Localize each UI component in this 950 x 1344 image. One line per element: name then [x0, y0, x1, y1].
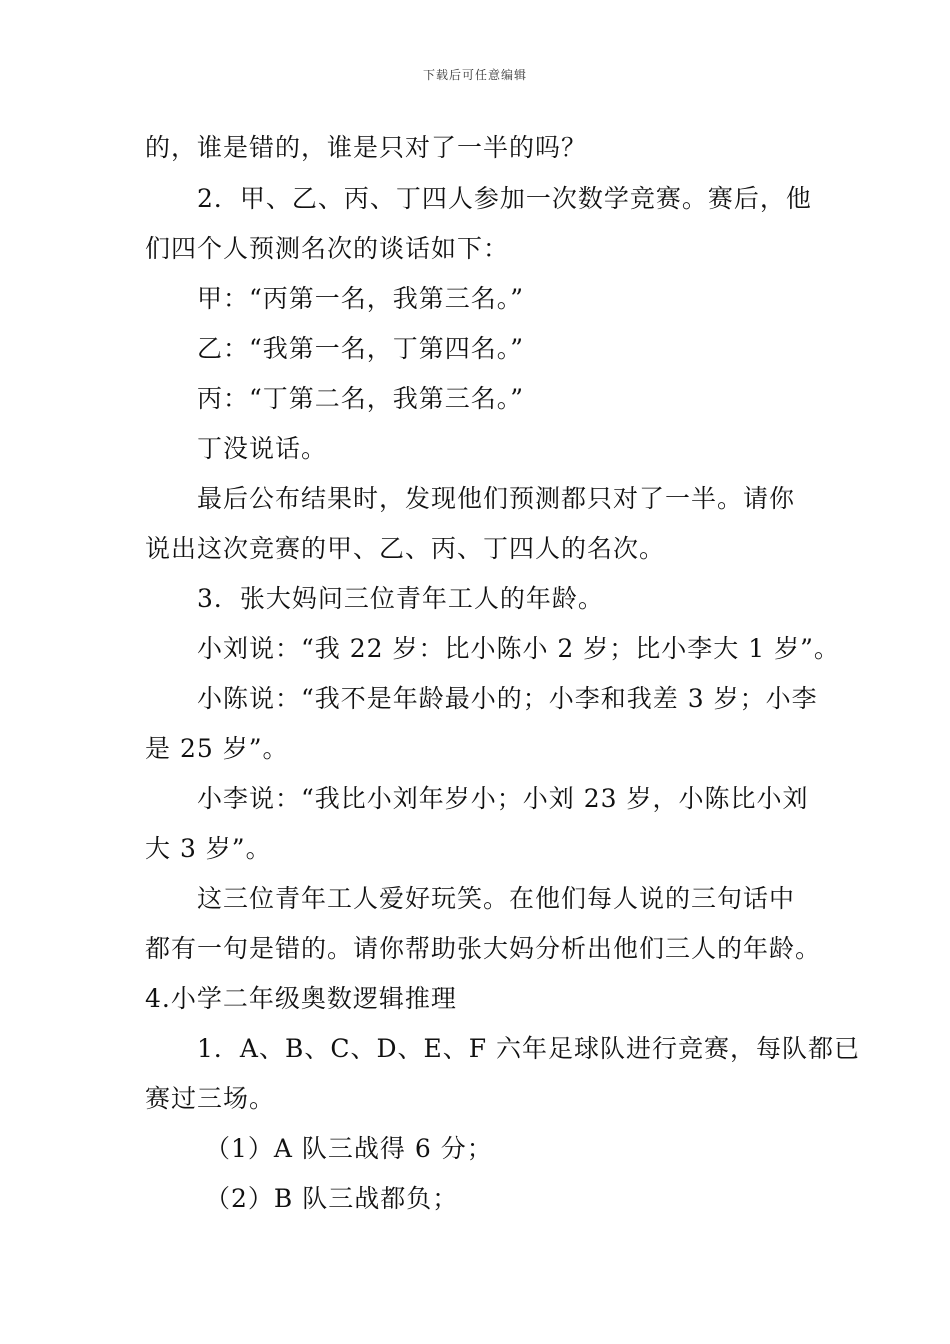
text-line: 都有一句是错的。请你帮助张大妈分析出他们三人的年龄。: [145, 934, 822, 963]
text-line: 小刘说：“我 22 岁：比小陈小 2 岁；比小李大 1 岁”。: [197, 634, 840, 663]
text-line: 甲：“丙第一名，我第三名。”: [197, 284, 525, 313]
text-line: 们四个人预测名次的谈话如下：: [145, 234, 510, 263]
page-header-note: 下载后可任意编辑: [422, 68, 527, 82]
text-line: 丁没说话。: [197, 434, 328, 463]
text-line: 丙：“丁第二名，我第三名。”: [197, 384, 525, 413]
text-line: 小李说：“我比小刘年岁小；小刘 23 岁，小陈比小刘: [197, 784, 809, 813]
text-line: 大 3 岁”。: [145, 834, 272, 863]
text-line: 说出这次竞赛的甲、乙、丙、丁四人的名次。: [145, 534, 666, 563]
text-line: （1）A 队三战得 6 分；: [205, 1134, 493, 1163]
text-line: 乙：“我第一名，丁第四名。”: [197, 334, 525, 363]
text-line: 是 25 岁”。: [145, 734, 289, 763]
text-line: 1．A、B、C、D、E、F 六年足球队进行竞赛，每队都已: [197, 1034, 861, 1063]
text-line: （2）B 队三战都负；: [205, 1184, 459, 1213]
text-line: 小陈说：“我不是年龄最小的；小李和我差 3 岁；小李: [197, 684, 818, 713]
section-heading: 4.小学二年级奥数逻辑推理: [145, 984, 457, 1013]
text-line: 2．甲、乙、丙、丁四人参加一次数学竞赛。赛后，他: [197, 184, 812, 213]
text-line: 这三位青年工人爱好玩笑。在他们每人说的三句话中: [197, 884, 796, 913]
text-line: 最后公布结果时，发现他们预测都只对了一半。请你: [197, 484, 796, 513]
text-line: 赛过三场。: [145, 1084, 276, 1113]
text-line: 的，谁是错的，谁是只对了一半的吗？: [145, 133, 588, 162]
text-line: 3．张大妈问三位青年工人的年龄。: [197, 584, 604, 613]
